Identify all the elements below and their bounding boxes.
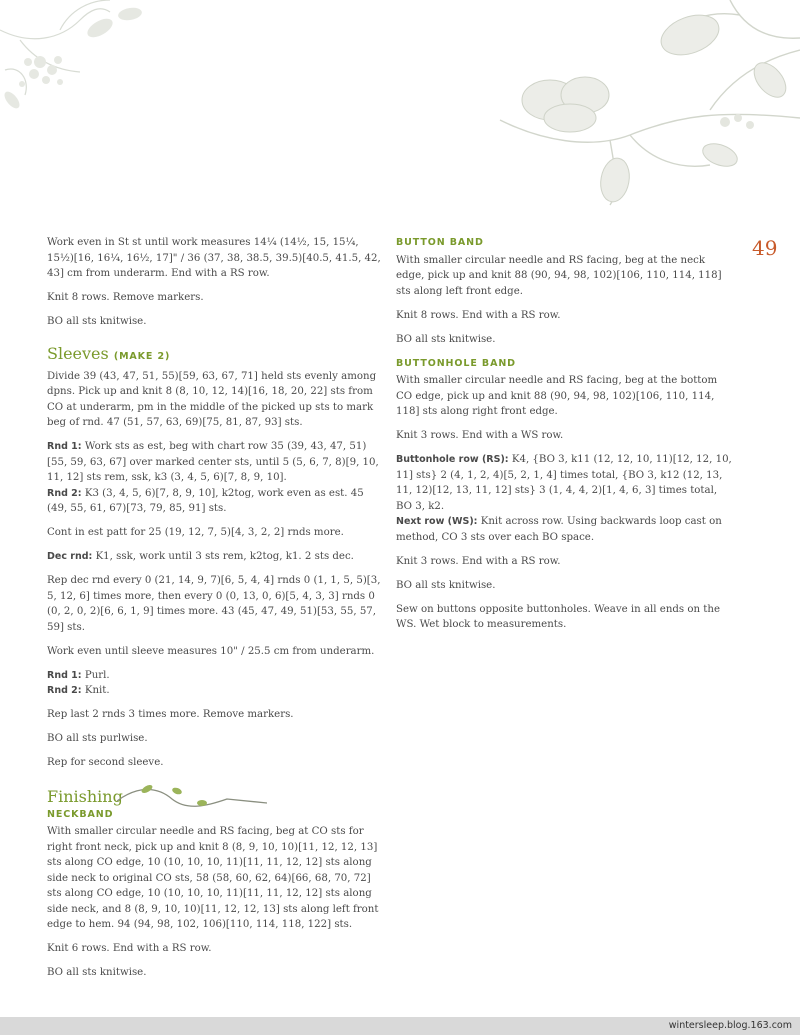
row-label: Buttonhole row (RS): [396,454,509,465]
subsection-heading-neckband: NECKBAND [47,808,114,820]
body-text: BO all sts knitwise. [396,579,496,591]
subsection-heading-buttonhole-band: BUTTONHOLE BAND [396,357,516,369]
right-column [396,235,736,641]
instruction-block [47,549,382,565]
row-text: Knit. [81,685,110,696]
section-heading-sleeves [47,344,382,367]
left-column [47,235,382,989]
section-heading-finishing [47,787,382,807]
floral-decoration-right-icon [480,0,800,210]
body-text: Knit 3 rows. End with a WS row. [396,430,564,441]
body-text: Work even in St st until work measures 14¼ (14½, 15, 15¼, 15½)[16, 16¼, 16½, 17]" / 36 (37, 38, 38.5, 39.5)[40.5, 41.5, 42, 43] cm from underarm. End with a RS row. [47,237,381,279]
footer-bar [0,1017,800,1035]
instruction-block [396,452,736,514]
row-text: K4, {BO 3, k11 (12, 12, 10, 11)[12, 12, 10, 11] sts} 2 (4, 1, 2, 4)[5, 2, 1, 4] times total, {BO 3, k12 (12, 13, 11, 12)[12, 13, 11, 12] sts} 3 (1, 4, 4, 2)[1, 4, 6, 3] times total, BO 3, k2. [396,454,732,512]
row-label: Rnd 1: [47,441,82,452]
body-text: With smaller circular needle and RS facing, beg at the neck edge, pick up and knit 88 (90, 94, 98, 102)[106, 110, 114, 118] sts along left front edge. [396,254,722,297]
body-text: Cont in est patt for 25 (19, 12, 7, 5)[4, 3, 2, 2] rnds more. [47,527,344,538]
row-label: Rnd 2: [47,487,82,499]
row-text: Purl. [81,669,110,681]
watermark-text: wintersleep.blog.163.com [668,1020,792,1031]
body-text: Knit 6 rows. End with a RS row. [47,943,212,954]
row-label: Next row (WS): [396,516,478,527]
body-text: Sew on buttons opposite buttonholes. Weave in all ends on the WS. Wet block to measurements. [396,603,720,630]
body-text: Rep last 2 rnds 3 times more. Remove markers. [47,709,294,720]
row-text: K3 (3, 4, 5, 6)[7, 8, 9, 10], k2tog, work even as est. 45 (49, 55, 61, 67)[73, 79, 85, 91] sts. [47,487,364,514]
floral-decoration-left-icon [0,0,180,120]
row-label: Rnd 1: [47,669,82,681]
row-text: Knit across row. Using backwards loop cast on method, CO 3 sts over each BO space. [396,516,722,543]
subsection-heading-button-band: BUTTON BAND [396,237,484,248]
body-text: Knit 8 rows. Remove markers. [47,292,204,303]
body-text: Knit 8 rows. End with a RS row. [396,309,561,321]
instruction-block [47,486,382,517]
body-text: Knit 3 rows. End with a RS row. [396,555,561,567]
body-text: BO all sts knitwise. [47,316,147,327]
body-text: Work even until sleeve measures 10" / 25.5 cm from underarm. [47,645,375,657]
body-text: Rep dec rnd every 0 (21, 14, 9, 7)[6, 5, 4, 4] rnds 0 (1, 1, 5, 5)[3, 5, 12, 6] times more, then every 0 (0, 13, 0, 6)[5, 4, 3, 3] rnds 0 (0, 2, 0, 2)[6, 6, 1, 9] times more. 43 (45, 47, 49, 51)[53, 55, 57, 59] sts. [47,575,381,633]
body-text: BO all sts knitwise. [47,967,147,978]
instruction-block [47,683,382,699]
body-text: BO all sts purlwise. [47,733,148,744]
body-text: Rep for second sleeve. [47,757,164,768]
row-text: K1, ssk, work until 3 sts rem, k2tog, k1. 2 sts dec. [92,551,354,562]
row-label: Dec rnd: [47,551,93,562]
body-text: With smaller circular needle and RS facing, beg at the bottom CO edge, pick up and knit 88 (90, 94, 98, 102)[106, 110, 114, 118] sts along right front edge. [396,375,718,417]
page-number: 49 [752,236,778,260]
instruction-block [396,514,736,545]
body-text: Divide 39 (43, 47, 51, 55)[59, 63, 67, 71] held sts evenly among dpns. Pick up and knit 8 (8, 10, 12, 14)[16, 18, 20, 22] sts from CO at underarm, pm in the middle of the picked up sts to mark beg of rnd. 47 (51, 57, 63, 69)[75, 81, 87, 93] sts. [47,370,377,428]
row-text: Work sts as est, beg with chart row 35 (39, 43, 47, 51)[55, 59, 63, 67] over marked center sts, until 5 (5, 6, 7, 8)[9, 10, 11, 12] sts rem, ssk, k3 (3, 4, 5, 6)[7, 8, 9, 10]. [47,441,379,483]
vine-icon [117,781,267,811]
section-title: Sleeves [47,343,109,363]
body-text: With smaller circular needle and RS facing, beg at CO sts for right front neck, pick up and knit 8 (8, 9, 10, 10)[11, 12, 12, 13] sts along CO edge, 10 (10, 10, 10, 11)[11, 11, 12, 12] sts along side neck to original CO sts, 58 (58, 60, 62, 64)[66, 68, 70, 72] sts along CO edge, 10 (10, 10, 10, 11)[11, 11, 12, 12] sts along side neck, and 8 (8, 9, 10, 10)[11, 12, 12, 13] sts along left front edge to hem. 94 (94, 98, 102, 106)[110, 114, 118, 122] sts. [47,826,379,930]
row-label: Rnd 2: [47,685,82,696]
section-title: Finishing [47,786,123,806]
section-subtitle: (MAKE 2) [113,350,171,362]
instruction-block [47,439,382,486]
instruction-block [47,668,382,684]
body-text: BO all sts knitwise. [396,333,496,345]
